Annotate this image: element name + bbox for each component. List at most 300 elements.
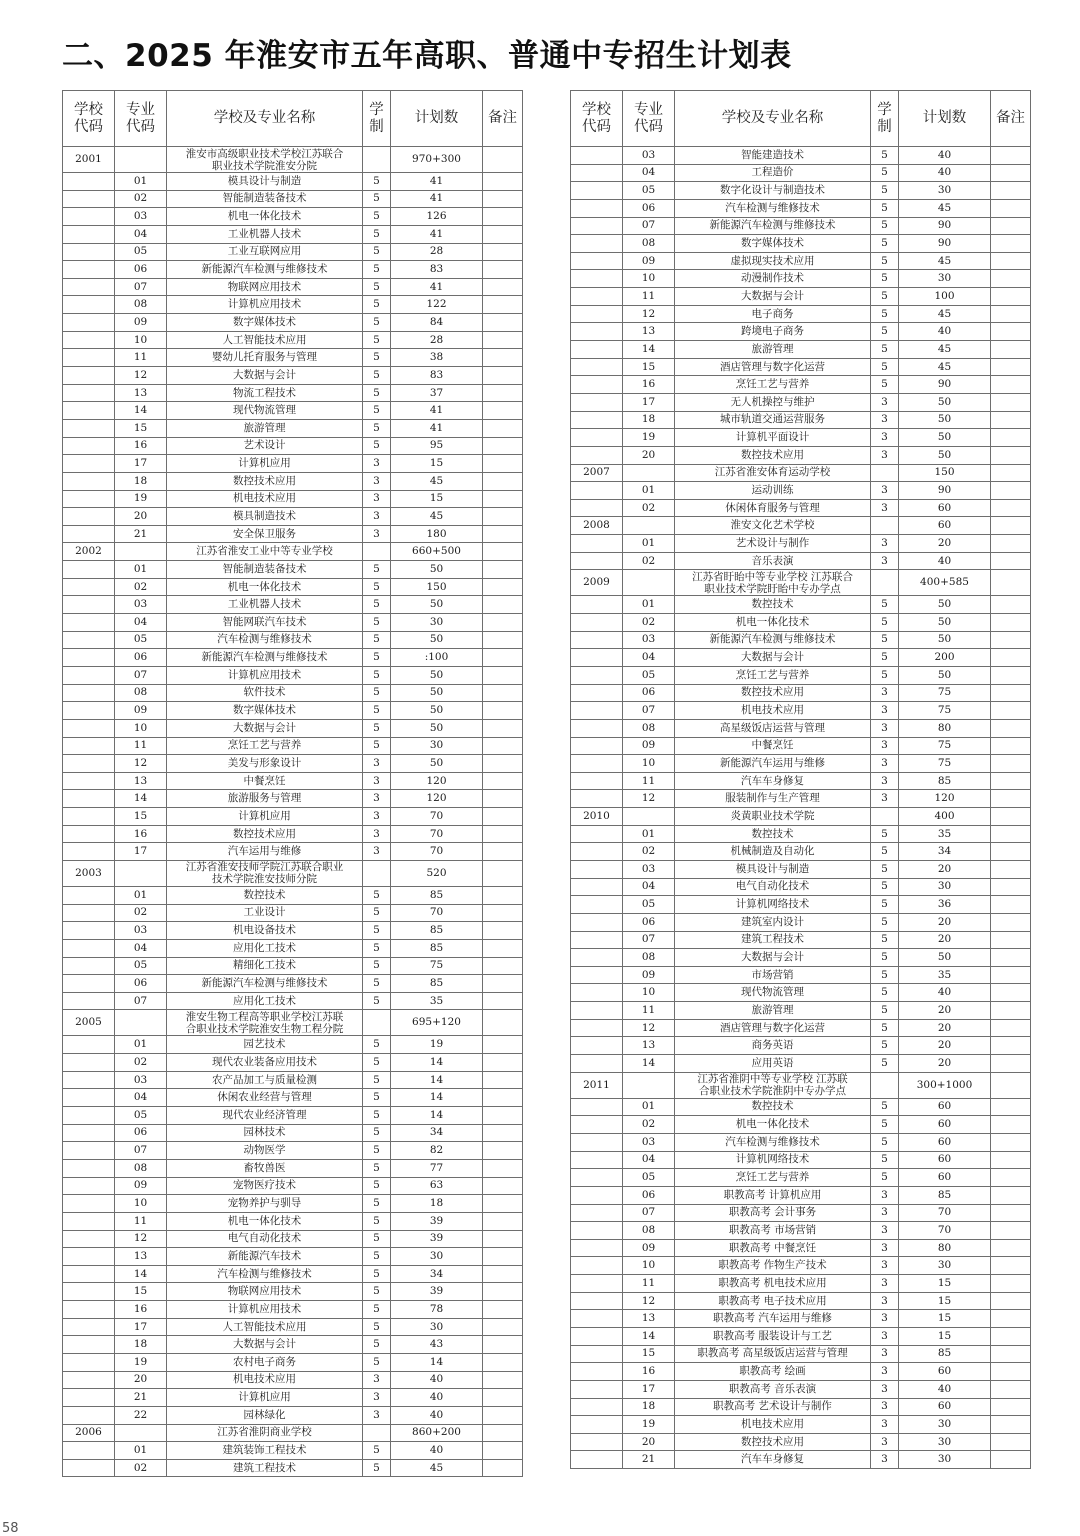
major-row xyxy=(571,755,1031,773)
name-cell: 宠物医疗技术 xyxy=(167,1177,363,1195)
school-code-cell xyxy=(571,966,623,984)
name-cell: 婴幼儿托育服务与管理 xyxy=(167,349,363,367)
major-code-cell: 21 xyxy=(115,525,167,543)
major-code-cell: 13 xyxy=(623,323,675,341)
duration-cell: 5 xyxy=(871,931,899,949)
name-cell: 现代物流管理 xyxy=(675,984,871,1002)
major-code-cell: 04 xyxy=(623,1151,675,1169)
plan-count-cell: 37 xyxy=(391,384,483,402)
note-cell xyxy=(991,1204,1031,1222)
major-row xyxy=(571,164,1031,182)
duration-cell: 5 xyxy=(363,922,391,940)
major-row xyxy=(63,957,523,975)
note-cell xyxy=(991,702,1031,720)
major-code-cell: 04 xyxy=(623,649,675,667)
duration-cell: 5 xyxy=(871,358,899,376)
duration-cell: 3 xyxy=(871,411,899,429)
plan-count-cell: 14 xyxy=(391,1107,483,1125)
note-cell xyxy=(991,552,1031,570)
duration-cell: 3 xyxy=(871,1433,899,1451)
major-row xyxy=(63,1071,523,1089)
major-code-cell: 20 xyxy=(623,1433,675,1451)
note-cell xyxy=(991,1002,1031,1020)
school-code-cell xyxy=(571,1055,623,1073)
school-code-cell xyxy=(63,1230,115,1248)
name-cell: 职教高考 艺术设计与制作 xyxy=(675,1398,871,1416)
major-row xyxy=(571,860,1031,878)
major-row xyxy=(571,913,1031,931)
duration-cell: 5 xyxy=(871,949,899,967)
major-row xyxy=(571,684,1031,702)
school-code-cell xyxy=(63,1318,115,1336)
school-code-cell xyxy=(571,825,623,843)
duration-cell: 3 xyxy=(871,482,899,500)
note-cell xyxy=(991,931,1031,949)
plan-count-cell: 60 xyxy=(899,499,991,517)
plan-count-cell: 40 xyxy=(899,984,991,1002)
name-cell: 工业机器人技术 xyxy=(167,225,363,243)
note-cell xyxy=(483,631,523,649)
major-code-cell: 10 xyxy=(623,755,675,773)
major-code-cell: 10 xyxy=(623,1257,675,1275)
major-row xyxy=(571,1133,1031,1151)
school-row xyxy=(571,570,1031,596)
name-cell: 动漫制作技术 xyxy=(675,270,871,288)
major-row xyxy=(63,402,523,420)
note-cell xyxy=(991,825,1031,843)
major-row xyxy=(571,825,1031,843)
school-code-cell: 2010 xyxy=(571,808,623,826)
school-code-cell xyxy=(571,499,623,517)
plan-count-cell: 400+585 xyxy=(899,570,991,596)
duration-cell: 5 xyxy=(871,1037,899,1055)
school-code-cell xyxy=(63,904,115,922)
duration-cell: 5 xyxy=(363,737,391,755)
major-row xyxy=(63,975,523,993)
school-code-cell: 2011 xyxy=(571,1072,623,1098)
name-cell: 休闲体育服务与管理 xyxy=(675,499,871,517)
plan-count-cell: 50 xyxy=(899,596,991,614)
major-row xyxy=(63,1265,523,1283)
school-code-cell xyxy=(63,825,115,843)
major-code-cell xyxy=(623,570,675,596)
header-plan: 计划数 xyxy=(899,91,991,147)
note-cell xyxy=(483,904,523,922)
name-cell: 智能建造技术 xyxy=(675,147,871,165)
school-code-cell xyxy=(63,1336,115,1354)
note-cell xyxy=(483,1159,523,1177)
major-row xyxy=(63,508,523,526)
major-code-cell: 08 xyxy=(623,1222,675,1240)
plan-count-cell: 70 xyxy=(391,843,483,861)
note-cell xyxy=(483,737,523,755)
school-code-cell xyxy=(63,1248,115,1266)
school-code-cell xyxy=(571,860,623,878)
duration-cell: 5 xyxy=(871,147,899,165)
school-code-cell xyxy=(571,684,623,702)
note-cell xyxy=(991,1451,1031,1469)
plan-count-cell: 41 xyxy=(391,419,483,437)
name-cell: 数字化设计与制造技术 xyxy=(675,182,871,200)
major-code-cell: 13 xyxy=(623,1037,675,1055)
major-code-cell: 20 xyxy=(623,446,675,464)
note-cell xyxy=(483,578,523,596)
duration-cell: 5 xyxy=(871,182,899,200)
major-code-cell: 04 xyxy=(623,878,675,896)
major-code-cell: 03 xyxy=(115,922,167,940)
name-cell: 数字媒体技术 xyxy=(167,702,363,720)
school-code-cell xyxy=(63,225,115,243)
plan-count-cell: 40 xyxy=(899,552,991,570)
name-cell: 工业互联网应用 xyxy=(167,243,363,261)
major-row xyxy=(571,1345,1031,1363)
note-cell xyxy=(483,208,523,226)
major-code-cell: 15 xyxy=(115,808,167,826)
major-row xyxy=(571,482,1031,500)
duration-cell: 3 xyxy=(871,1186,899,1204)
duration-cell: 5 xyxy=(363,1089,391,1107)
plan-count-cell: 50 xyxy=(391,755,483,773)
major-row xyxy=(63,1248,523,1266)
duration-cell: 5 xyxy=(363,1283,391,1301)
duration-cell: 5 xyxy=(363,349,391,367)
note-cell xyxy=(991,1098,1031,1116)
major-row xyxy=(63,525,523,543)
note-cell xyxy=(483,1424,523,1442)
plan-count-cell: 40 xyxy=(899,147,991,165)
duration-cell: 5 xyxy=(363,190,391,208)
school-code-cell xyxy=(63,384,115,402)
school-row xyxy=(571,464,1031,482)
major-code-cell: 15 xyxy=(623,1345,675,1363)
major-code-cell: 12 xyxy=(623,790,675,808)
duration-cell: 5 xyxy=(363,578,391,596)
name-cell: 应用化工技术 xyxy=(167,992,363,1010)
plan-count-cell: 30 xyxy=(391,1318,483,1336)
name-cell: 淮安生物工程高等职业学校江苏联 合职业技术学院淮安生物工程分院 xyxy=(167,1010,363,1036)
major-code-cell: 09 xyxy=(623,737,675,755)
plan-count-cell: 30 xyxy=(899,1433,991,1451)
school-code-cell xyxy=(571,164,623,182)
major-row xyxy=(571,323,1031,341)
major-row xyxy=(63,208,523,226)
note-cell xyxy=(483,1195,523,1213)
name-cell: 数控技术 xyxy=(167,886,363,904)
duration-cell: 3 xyxy=(363,825,391,843)
note-cell xyxy=(483,243,523,261)
plan-count-cell: 520 xyxy=(391,860,483,886)
major-code-cell: 05 xyxy=(115,1107,167,1125)
school-code-cell xyxy=(63,1442,115,1460)
note-cell xyxy=(483,1354,523,1372)
major-code-cell: 19 xyxy=(623,429,675,447)
duration-cell: 5 xyxy=(363,419,391,437)
major-code-cell: 12 xyxy=(623,1292,675,1310)
major-code-cell: 01 xyxy=(115,1036,167,1054)
plan-count-cell: 70 xyxy=(391,904,483,922)
school-code-cell xyxy=(63,992,115,1010)
major-code-cell: 18 xyxy=(115,1336,167,1354)
duration-cell: 5 xyxy=(363,261,391,279)
note-cell xyxy=(991,570,1031,596)
note-cell xyxy=(991,1416,1031,1434)
plan-count-cell: 83 xyxy=(391,367,483,385)
name-cell: 数控技术应用 xyxy=(167,825,363,843)
duration-cell: 5 xyxy=(871,376,899,394)
name-cell: 数控技术应用 xyxy=(675,1433,871,1451)
plan-count-cell: 120 xyxy=(391,790,483,808)
duration-cell: 5 xyxy=(363,1107,391,1125)
school-code-cell xyxy=(571,323,623,341)
name-cell: 大数据与会计 xyxy=(675,288,871,306)
school-code-cell xyxy=(571,1037,623,1055)
name-cell: 计算机应用技术 xyxy=(167,1301,363,1319)
duration-cell: 3 xyxy=(871,772,899,790)
major-row xyxy=(63,1283,523,1301)
duration-cell: 5 xyxy=(363,437,391,455)
duration-cell: 3 xyxy=(871,684,899,702)
school-code-cell xyxy=(571,1019,623,1037)
school-code-cell xyxy=(63,1124,115,1142)
note-cell xyxy=(991,1275,1031,1293)
major-row xyxy=(571,1116,1031,1134)
name-cell: 运动训练 xyxy=(675,482,871,500)
note-cell xyxy=(991,1169,1031,1187)
duration-cell: 5 xyxy=(871,1002,899,1020)
school-code-cell xyxy=(571,1433,623,1451)
school-code-cell xyxy=(571,1275,623,1293)
plan-count-cell: 41 xyxy=(391,402,483,420)
major-row xyxy=(63,437,523,455)
note-cell xyxy=(991,843,1031,861)
plan-count-cell: 50 xyxy=(899,393,991,411)
note-cell xyxy=(991,719,1031,737)
major-row xyxy=(571,666,1031,684)
note-cell xyxy=(991,896,1031,914)
duration-cell: 3 xyxy=(871,1328,899,1346)
note-cell xyxy=(483,790,523,808)
major-code-cell: 17 xyxy=(623,1380,675,1398)
note-cell xyxy=(483,455,523,473)
plan-count-cell: 90 xyxy=(899,376,991,394)
name-cell: 职教高考 音乐表演 xyxy=(675,1380,871,1398)
name-cell: 计算机应用 xyxy=(167,1389,363,1407)
major-code-cell xyxy=(623,464,675,482)
plan-count-cell: 60 xyxy=(899,1363,991,1381)
plan-count-cell: 34 xyxy=(391,1124,483,1142)
note-cell xyxy=(483,1071,523,1089)
note-cell xyxy=(483,719,523,737)
plan-count-cell: 70 xyxy=(899,1204,991,1222)
school-code-cell xyxy=(571,1310,623,1328)
plan-count-cell: 40 xyxy=(391,1406,483,1424)
plan-count-cell: 45 xyxy=(899,341,991,359)
plan-count-cell: 300+1000 xyxy=(899,1072,991,1098)
major-row xyxy=(571,1037,1031,1055)
school-code-cell xyxy=(571,949,623,967)
plan-count-cell: 50 xyxy=(899,411,991,429)
plan-count-cell: 50 xyxy=(899,446,991,464)
duration-cell: 5 xyxy=(871,614,899,632)
plan-count-cell: 85 xyxy=(391,939,483,957)
major-code-cell: 03 xyxy=(115,596,167,614)
name-cell: 淮安文化艺术学校 xyxy=(675,517,871,535)
note-cell xyxy=(483,437,523,455)
plan-count-cell: 40 xyxy=(899,164,991,182)
header-major-code: 专业 代码 xyxy=(115,91,167,147)
school-code-cell xyxy=(571,702,623,720)
plan-count-cell: 28 xyxy=(391,331,483,349)
name-cell: 机电技术应用 xyxy=(675,702,871,720)
major-code-cell: 01 xyxy=(115,1442,167,1460)
major-code-cell: 05 xyxy=(115,631,167,649)
duration-cell: 5 xyxy=(363,992,391,1010)
duration-cell: 5 xyxy=(871,288,899,306)
major-row xyxy=(571,1222,1031,1240)
plan-count-cell: 35 xyxy=(899,825,991,843)
major-code-cell xyxy=(115,1424,167,1442)
plan-count-cell: 20 xyxy=(899,1037,991,1055)
major-row xyxy=(63,596,523,614)
duration-cell: 5 xyxy=(363,596,391,614)
name-cell: 烹饪工艺与营养 xyxy=(675,376,871,394)
major-row xyxy=(571,737,1031,755)
name-cell: 大数据与会计 xyxy=(167,367,363,385)
school-code-cell xyxy=(63,243,115,261)
school-code-cell xyxy=(63,737,115,755)
major-code-cell: 10 xyxy=(115,1195,167,1213)
school-code-cell xyxy=(63,1159,115,1177)
plan-count-cell: 15 xyxy=(899,1292,991,1310)
duration-cell xyxy=(363,1010,391,1036)
major-row xyxy=(63,261,523,279)
major-row xyxy=(63,225,523,243)
plan-count-cell: 30 xyxy=(899,182,991,200)
major-row xyxy=(63,719,523,737)
note-cell xyxy=(483,939,523,957)
duration-cell: 3 xyxy=(871,1345,899,1363)
major-row xyxy=(63,684,523,702)
major-code-cell: 15 xyxy=(115,1283,167,1301)
duration-cell: 5 xyxy=(363,631,391,649)
note-cell xyxy=(991,1133,1031,1151)
school-code-cell xyxy=(571,358,623,376)
duration-cell: 5 xyxy=(363,1159,391,1177)
plan-count-cell: 45 xyxy=(391,1459,483,1477)
major-code-cell: 07 xyxy=(115,666,167,684)
major-code-cell: 20 xyxy=(115,508,167,526)
name-cell: 数控技术 xyxy=(675,1098,871,1116)
school-code-cell xyxy=(571,790,623,808)
plan-count-cell: 860+200 xyxy=(391,1424,483,1442)
plan-count-cell: 75 xyxy=(899,684,991,702)
major-code-cell: 18 xyxy=(623,411,675,429)
name-cell: 新能源汽车检测与维修技术 xyxy=(167,975,363,993)
note-cell xyxy=(483,649,523,667)
major-code-cell: 04 xyxy=(115,225,167,243)
name-cell: 职教高考 绘画 xyxy=(675,1363,871,1381)
duration-cell: 5 xyxy=(363,1442,391,1460)
name-cell: 淮安市高级职业技术学校江苏联合 职业技术学院淮安分院 xyxy=(167,147,363,173)
name-cell: 新能源汽车检测与维修技术 xyxy=(675,217,871,235)
major-row xyxy=(63,1442,523,1460)
major-row xyxy=(63,1389,523,1407)
note-cell xyxy=(991,1292,1031,1310)
major-code-cell: 09 xyxy=(623,966,675,984)
note-cell xyxy=(991,596,1031,614)
duration-cell: 5 xyxy=(363,1230,391,1248)
school-code-cell xyxy=(63,331,115,349)
major-code-cell: 13 xyxy=(115,384,167,402)
note-cell xyxy=(483,1442,523,1460)
note-cell xyxy=(991,1363,1031,1381)
major-code-cell: 16 xyxy=(115,437,167,455)
name-cell: 智能制造装备技术 xyxy=(167,190,363,208)
note-cell xyxy=(483,596,523,614)
duration-cell: 5 xyxy=(363,561,391,579)
duration-cell xyxy=(363,1424,391,1442)
plan-count-cell: 39 xyxy=(391,1283,483,1301)
major-code-cell: 12 xyxy=(115,755,167,773)
note-cell xyxy=(483,957,523,975)
name-cell: 大数据与会计 xyxy=(167,719,363,737)
major-row xyxy=(571,614,1031,632)
school-code-cell xyxy=(63,419,115,437)
duration-cell: 5 xyxy=(871,984,899,1002)
name-cell: 大数据与会计 xyxy=(167,1336,363,1354)
school-code-cell xyxy=(63,490,115,508)
school-code-cell xyxy=(571,719,623,737)
note-cell xyxy=(991,393,1031,411)
major-row xyxy=(571,984,1031,1002)
duration-cell: 5 xyxy=(363,1248,391,1266)
page-number: 58 xyxy=(2,1521,19,1536)
duration-cell: 5 xyxy=(363,402,391,420)
duration-cell: 5 xyxy=(871,860,899,878)
major-code-cell: 01 xyxy=(623,482,675,500)
school-code-cell xyxy=(571,552,623,570)
duration-cell xyxy=(363,860,391,886)
plan-count-cell: 34 xyxy=(899,843,991,861)
major-code-cell: 01 xyxy=(623,825,675,843)
name-cell: 炎黄职业技术学院 xyxy=(675,808,871,826)
major-code-cell: 11 xyxy=(623,772,675,790)
note-cell xyxy=(483,1010,523,1036)
major-code-cell: 12 xyxy=(623,1019,675,1037)
major-code-cell: 14 xyxy=(115,1265,167,1283)
school-code-cell xyxy=(63,190,115,208)
duration-cell: 5 xyxy=(363,1195,391,1213)
major-row xyxy=(571,896,1031,914)
major-row xyxy=(571,1239,1031,1257)
note-cell xyxy=(991,1433,1031,1451)
note-cell xyxy=(991,323,1031,341)
plan-count-cell: 39 xyxy=(391,1230,483,1248)
school-code-cell xyxy=(63,1142,115,1160)
plan-count-cell: 78 xyxy=(391,1301,483,1319)
duration-cell: 5 xyxy=(871,270,899,288)
name-cell: 美发与形象设计 xyxy=(167,755,363,773)
major-code-cell: 20 xyxy=(115,1371,167,1389)
major-row xyxy=(63,331,523,349)
major-row xyxy=(571,1169,1031,1187)
duration-cell: 5 xyxy=(363,1336,391,1354)
school-code-cell xyxy=(63,957,115,975)
school-row xyxy=(63,1010,523,1036)
name-cell: 酒店管理与数字化运营 xyxy=(675,358,871,376)
note-cell xyxy=(991,1380,1031,1398)
note-cell xyxy=(991,1055,1031,1073)
